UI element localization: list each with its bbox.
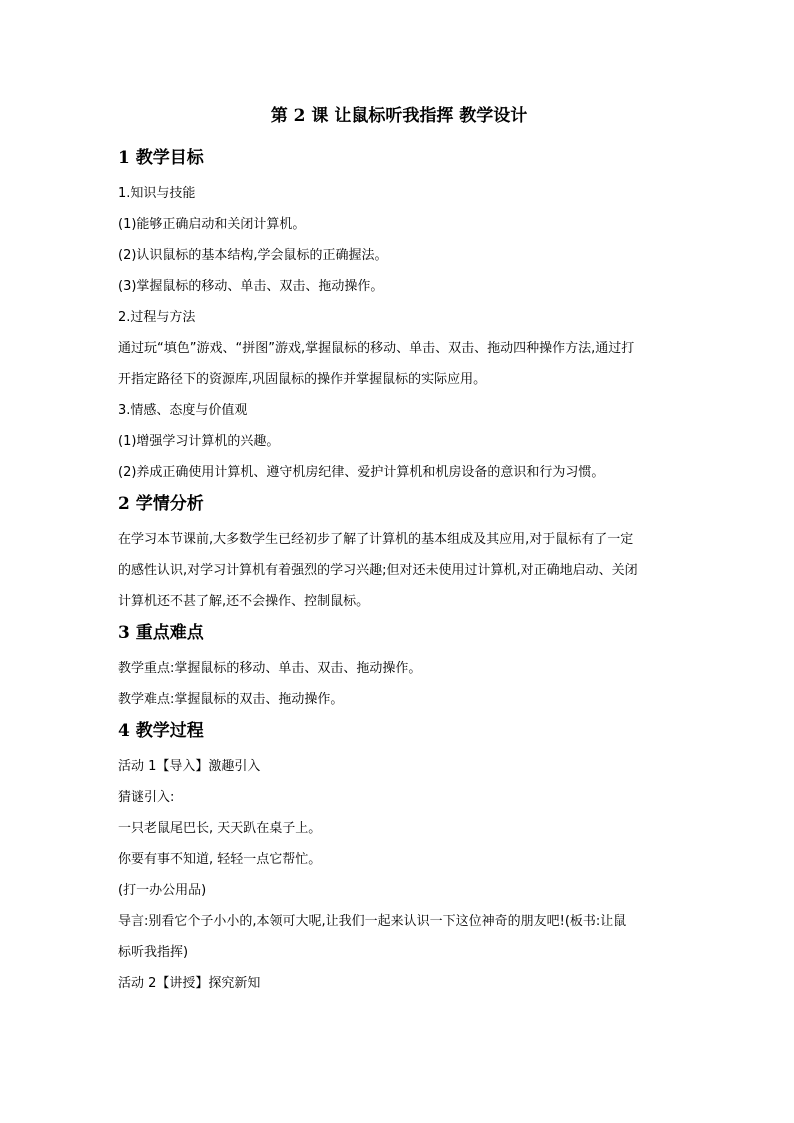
page-title: 第 2 课 让鼠标听我指挥 教学设计 (270, 106, 528, 126)
section-4 (118, 719, 680, 999)
paragraph-line: 1.知识与技能 (118, 186, 196, 201)
paragraph-line: 教学难点:掌握鼠标的双击、拖动操作。 (118, 692, 344, 707)
paragraph-line: (1)能够正确启动和关闭计算机。 (118, 217, 306, 232)
paragraph-line: 一只老鼠尾巴长, 天天趴在桌子上。 (118, 821, 322, 836)
paragraph-line: (2)认识鼠标的基本结构,学会鼠标的正确握法。 (118, 248, 388, 263)
paragraph-line: 活动 1【导入】激趣引入 (118, 759, 261, 774)
section-heading: 3 重点难点 (118, 623, 204, 643)
section-heading: 1 教学目标 (118, 148, 204, 168)
paragraph-line: 计算机还不甚了解,还不会操作、控制鼠标。 (118, 594, 370, 609)
paragraph-line: 你要有事不知道, 轻轻一点它帮忙。 (118, 852, 322, 867)
document-body (118, 104, 680, 1003)
paragraph-line: 导言:别看它个子小小的,本领可大呢,让我们一起来认识一下这位神奇的朋友吧!(板书:让鼠 (118, 914, 627, 929)
paragraph-line: 猜谜引入: (118, 790, 175, 805)
section-heading: 2 学情分析 (118, 494, 204, 514)
paragraph-line: 通过玩“填色”游戏、“拼图”游戏,掌握鼠标的移动、单击、双击、拖动四种操作方法,通过打 (118, 341, 635, 356)
paragraph-line: 开指定路径下的资源库,巩固鼠标的操作并掌握鼠标的实际应用。 (118, 372, 487, 387)
paragraph-line: 2.过程与方法 (118, 310, 196, 325)
paragraph-line: 3.情感、态度与价值观 (118, 403, 248, 418)
paragraph-line: 标听我指挥) (118, 945, 189, 960)
paragraph-line: (3)掌握鼠标的移动、单击、双击、拖动操作。 (118, 279, 384, 294)
paragraph-line: (打一办公用品) (118, 883, 207, 898)
section-3 (118, 621, 680, 715)
paragraph-line: (2)养成正确使用计算机、遵守机房纪律、爱护计算机和机房设备的意识和行为习惯。 (118, 465, 605, 480)
paragraph-line: (1)增强学习计算机的兴趣。 (118, 434, 280, 449)
paragraph-line: 在学习本节课前,大多数学生已经初步了解了计算机的基本组成及其应用,对于鼠标有了一定 (118, 532, 634, 547)
paragraph-line: 的感性认识,对学习计算机有着强烈的学习兴趣;但对还未使用过计算机,对正确地启动、关闭 (118, 563, 638, 578)
sections-container (118, 146, 680, 999)
section-1 (118, 146, 680, 488)
section-2 (118, 492, 680, 617)
paragraph-line: 教学重点:掌握鼠标的移动、单击、双击、拖动操作。 (118, 661, 422, 676)
section-heading: 4 教学过程 (118, 721, 204, 741)
paragraph-line: 活动 2【讲授】探究新知 (118, 976, 261, 991)
